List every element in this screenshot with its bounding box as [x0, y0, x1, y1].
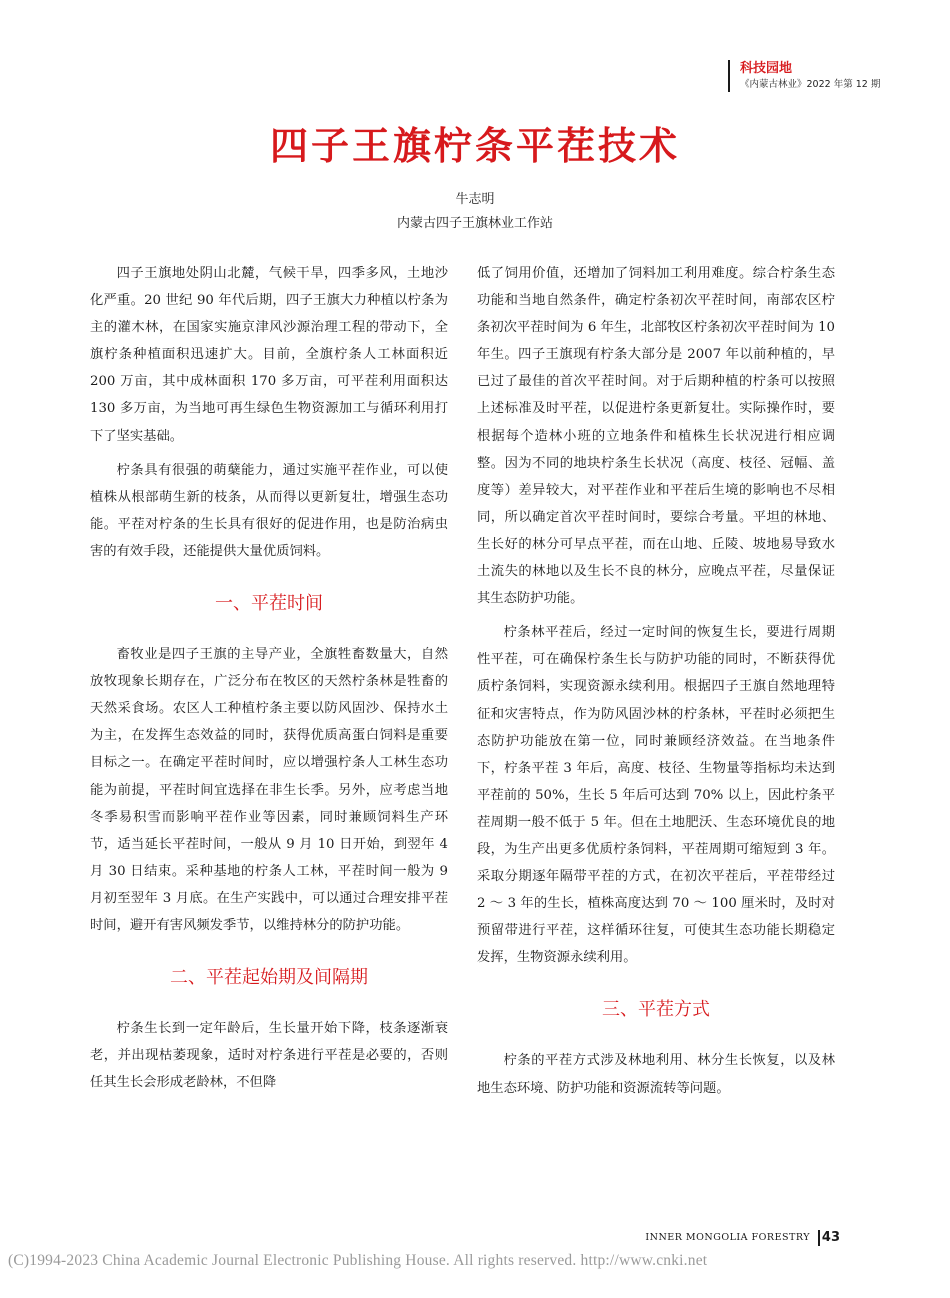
journal-name: INNER MONGOLIA FORESTRY: [645, 1232, 810, 1243]
author-name: 牛志明: [455, 192, 495, 207]
page-number: 43: [821, 1230, 840, 1245]
section-3-paragraph-1: 柠条的平茬方式涉及林地利用、林分生长恢复，以及林地生态环境、防护功能和资源流转等问题。: [477, 1053, 835, 1096]
section-1-heading: 一、平茬时间: [215, 593, 323, 615]
right-column: [477, 260, 835, 1109]
left-column: [90, 260, 448, 1103]
author-affiliation: 内蒙古四子王旗林业工作站: [396, 216, 553, 231]
footer-divider: [818, 1230, 820, 1246]
intro-paragraph-2: 柠条具有很强的萌蘖能力，通过实施平茬作业，可以使植株从根部萌生新的枝条，从而得以更新复壮，增强生态功能。平茬对柠条的生长具有很好的促进作用，也是防治病虫害的有效手段，还能提供大量优质饲料。: [90, 462, 448, 559]
running-header: [728, 60, 890, 92]
section-3-heading: 三、平茬方式: [602, 999, 710, 1021]
section-2-paragraph-1-continued: 低了饲用价值，还增加了饲料加工利用难度。综合柠条生态功能和当地自然条件，确定柠条初次平茬时间，南部农区柠条初次平茬时间为 6 年生，北部牧区柠条初次平茬时间为 10 年生。四子王旗现有柠条大部分是 2007 年以前种植的，早已过了最佳的首次平茬时间。对于后期种植的柠条可以按照上述标准及时平茬，以促进柠条更新复壮。实际操作时，要根据每个造林小班的立地条件和植株生长状况进行相应调整。因为不同的地块柠条生长状况（高度、枝径、冠幅、盖度等）差异较大，对平茬作业和平茬后生境的影响也不尽相同，所以确定首次平茬时间时，要综合考量。平坦的林地、生长好的林分可早点平茬，而在山地、丘陵、坡地易导致水土流失的林地以及生长不良的林分，应晚点平茬，尽量保证其生态防护功能。: [477, 266, 835, 607]
issue-info: 《内蒙古林业》2022 年第 12 期: [740, 79, 881, 90]
section-2-paragraph-2: 柠条林平茬后，经过一定时间的恢复生长，要进行周期性平茬，可在确保柠条生长与防护功能的同时，不断获得优质柠条饲料，实现资源永续利用。根据四子王旗自然地理特征和灾害特点，作为防风固沙林的柠条林，平茬时必须把生态防护功能放在第一位，同时兼顾经济效益。在当地条件下，柠条平茬 3 年后，高度、枝径、生物量等指标均未达到平茬前的 50%，生长 5 年后可达到 70% 以上，因此柠条平茬周期一般不低于 5 年。但在土地肥沃、生态环境优良的地段，为生产出更多优质柠条饲料，平茬周期可缩短到 3 年。采取分期逐年隔带平茬的方式，在初次平茬后，平茬带经过 2 ～ 3 年的生长，植株高度达到 70 ～ 100 厘米时，及时对预留带进行平茬，这样循环往复，可使其生态功能长期稳定发挥，生物资源永续利用。: [477, 625, 835, 966]
section-2-paragraph-1: 柠条生长到一定年龄后，生长量开始下降，枝条逐渐衰老，并出现枯萎现象，适时对柠条进行平茬是必要的，否则任其生长会形成老龄林，不但降: [90, 1021, 448, 1091]
section-1-paragraph-1: 畜牧业是四子王旗的主导产业，全旗牲畜数量大，自然放牧现象长期存在，广泛分布在牧区的天然柠条林是牲畜的天然采食场。农区人工种植柠条主要以防风固沙、保持水土为主，在发挥生态效益的同时，获得优质高蛋白饲料是重要目标之一。在确定平茬时间时，应以增强柠条人工林生态功能为前提，平茬时间宜选择在非生长季。另外，应考虑当地冬季易积雪而影响平茬作业等因素，同时兼顾饲料生产环节，适当延长平茬时间，一般从 9 月 10 日开始，到翌年 4 月 30 日结束。采种基地的柠条人工林，平茬时间一般为 9 月初至翌年 3 月底。在生产实践中，可以通过合理安排平茬时间，避开有害风频发季节，以维持林分的防护功能。: [90, 647, 448, 933]
article-title: 四子王旗柠条平茬技术: [269, 123, 680, 168]
column-label: 科技园地: [740, 61, 793, 76]
page-footer: [0, 1228, 950, 1248]
intro-paragraph-1: 四子王旗地处阴山北麓，气候干旱，四季多风，土地沙化严重。20 世纪 90 年代后期，四子王旗大力种植以柠条为主的灌木林，在国家实施京津风沙源治理工程的带动下，全旗柠条种植面积迅速扩大。目前，全旗柠条人工林面积近 200 万亩，其中成林面积 170 多万亩，可平茬利用面积达 130 多万亩，为当地可再生绿色生物资源加工与循环利用打下了坚实基础。: [90, 266, 448, 444]
copyright-watermark: (C)1994-2023 China Academic Journal Electronic Publishing House. All rights reserved. http://www.cnki.net: [8, 1252, 708, 1269]
section-2-heading: 二、平茬起始期及间隔期: [170, 967, 368, 989]
